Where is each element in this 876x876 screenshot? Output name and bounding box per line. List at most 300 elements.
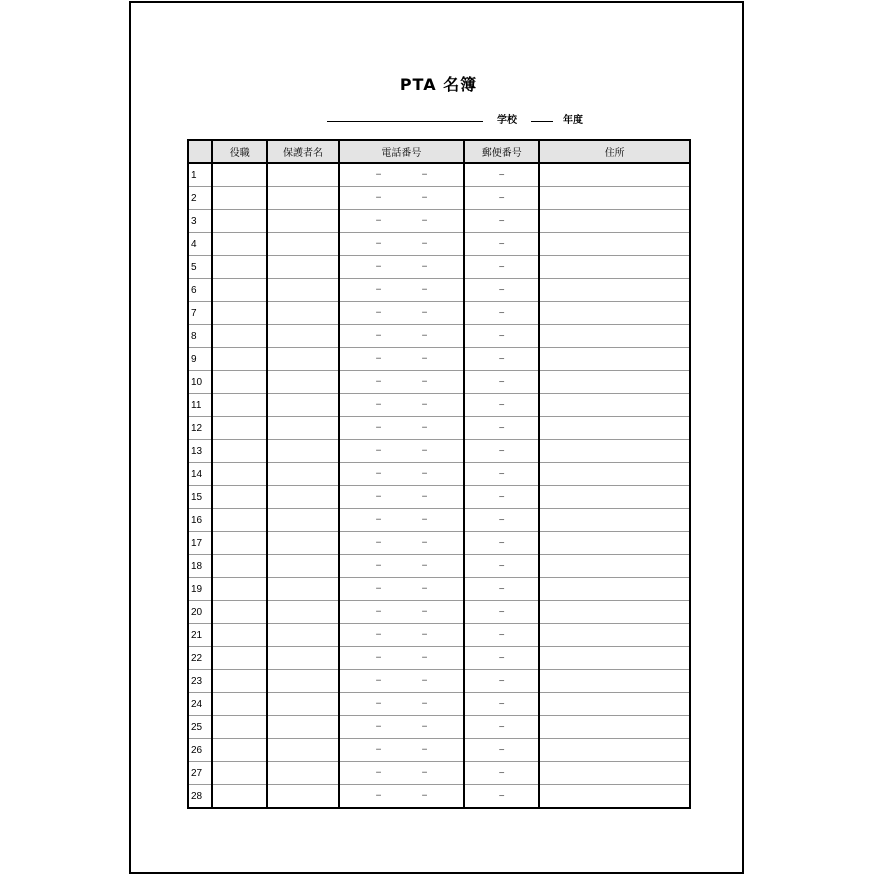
postal-dash: − [498,721,505,733]
guardian-name-cell[interactable] [267,785,338,809]
row-number: 26 [188,739,212,762]
phone-cell[interactable] [339,417,464,440]
header-position: 役職 [212,140,267,163]
guardian-name-cell[interactable] [267,647,338,670]
position-cell[interactable] [212,163,267,187]
postal-code-cell[interactable] [464,256,539,279]
phone-dash: − [375,422,382,434]
phone-cell[interactable] [339,739,464,762]
row-number: 27 [188,762,212,785]
phone-separators [340,739,463,761]
postal-dash: − [498,537,505,549]
table-header-row [188,140,690,163]
postal-code-cell[interactable] [464,555,539,578]
row-number: 16 [188,509,212,532]
phone-dash: − [375,192,382,204]
phone-cell[interactable] [339,325,464,348]
postal-code-cell[interactable] [464,624,539,647]
phone-cell[interactable] [339,371,464,394]
table-row [188,647,690,670]
phone-dash: − [421,307,428,319]
row-number: 6 [188,279,212,302]
school-name-blank[interactable] [327,121,483,122]
position-cell[interactable] [212,210,267,233]
position-cell[interactable] [212,601,267,624]
row-number: 22 [188,647,212,670]
phone-dash: − [421,261,428,273]
position-cell[interactable] [212,348,267,371]
row-number: 20 [188,601,212,624]
phone-dash: − [375,560,382,572]
phone-dash: − [421,629,428,641]
table-row [188,555,690,578]
table-row [188,693,690,716]
table-row [188,417,690,440]
address-cell[interactable] [539,739,690,762]
address-cell[interactable] [539,555,690,578]
address-cell[interactable] [539,256,690,279]
postal-dash: − [498,767,505,779]
phone-cell[interactable] [339,440,464,463]
address-cell[interactable] [539,486,690,509]
postal-dash: − [498,169,505,181]
phone-dash: − [421,192,428,204]
phone-dash: − [375,629,382,641]
guardian-name-cell[interactable] [267,578,338,601]
table-row [188,279,690,302]
phone-separators [340,532,463,554]
guardian-name-cell[interactable] [267,394,338,417]
phone-separators [340,647,463,669]
guardian-name-cell[interactable] [267,463,338,486]
phone-separators [340,670,463,692]
address-cell[interactable] [539,371,690,394]
row-number: 12 [188,417,212,440]
phone-separators [340,555,463,577]
guardian-name-cell[interactable] [267,762,338,785]
phone-dash: − [421,445,428,457]
phone-dash: − [421,652,428,664]
address-cell[interactable] [539,440,690,463]
row-number: 21 [188,624,212,647]
postal-code-cell[interactable] [464,785,539,809]
row-number: 8 [188,325,212,348]
guardian-name-cell[interactable] [267,417,338,440]
table-row [188,532,690,555]
table-row [188,670,690,693]
table-row [188,187,690,210]
row-number: 24 [188,693,212,716]
postal-code-cell[interactable] [464,463,539,486]
postal-code-cell[interactable] [464,670,539,693]
row-number: 23 [188,670,212,693]
phone-dash: − [375,169,382,181]
guardian-name-cell[interactable] [267,371,338,394]
position-cell[interactable] [212,624,267,647]
address-cell[interactable] [539,210,690,233]
postal-dash: − [498,192,505,204]
phone-dash: − [375,399,382,411]
postal-dash: − [498,629,505,641]
row-number: 10 [188,371,212,394]
document-page [129,1,744,874]
table-row [188,509,690,532]
roster-body [188,163,690,808]
row-number: 15 [188,486,212,509]
phone-dash: − [375,491,382,503]
table-row [188,233,690,256]
position-cell[interactable] [212,670,267,693]
position-cell[interactable] [212,716,267,739]
guardian-name-cell[interactable] [267,163,338,187]
phone-separators [340,233,463,255]
position-cell[interactable] [212,394,267,417]
phone-separators [340,624,463,646]
table-row [188,348,690,371]
address-cell[interactable] [539,509,690,532]
guardian-name-cell[interactable] [267,601,338,624]
postal-code-cell[interactable] [464,210,539,233]
phone-separators [340,164,463,186]
phone-dash: − [375,330,382,342]
phone-cell[interactable] [339,463,464,486]
postal-dash: − [498,261,505,273]
address-cell[interactable] [539,187,690,210]
postal-dash: − [498,353,505,365]
position-cell[interactable] [212,417,267,440]
position-cell[interactable] [212,785,267,809]
table-row [188,716,690,739]
row-number: 5 [188,256,212,279]
position-cell[interactable] [212,325,267,348]
position-cell[interactable] [212,578,267,601]
phone-dash: − [375,284,382,296]
postal-code-cell[interactable] [464,348,539,371]
phone-cell[interactable] [339,716,464,739]
header-guardian-name: 保護者名 [267,140,338,163]
table-row [188,256,690,279]
position-cell[interactable] [212,187,267,210]
row-number: 11 [188,394,212,417]
address-cell[interactable] [539,693,690,716]
header-postal-code: 郵便番号 [464,140,539,163]
phone-separators [340,302,463,324]
postal-code-cell[interactable] [464,187,539,210]
guardian-name-cell[interactable] [267,555,338,578]
phone-separators [340,348,463,370]
postal-code-cell[interactable] [464,762,539,785]
postal-dash: − [498,399,505,411]
phone-dash: − [421,698,428,710]
roster-table [187,139,691,809]
position-cell[interactable] [212,532,267,555]
table-row [188,440,690,463]
table-row [188,624,690,647]
phone-dash: − [421,721,428,733]
table-row [188,739,690,762]
table-row [188,325,690,348]
postal-dash: − [498,468,505,480]
postal-code-cell[interactable] [464,647,539,670]
guardian-name-cell[interactable] [267,302,338,325]
guardian-name-cell[interactable] [267,348,338,371]
row-number: 18 [188,555,212,578]
phone-dash: − [421,422,428,434]
phone-separators [340,210,463,232]
postal-dash: − [498,606,505,618]
row-number: 9 [188,348,212,371]
phone-cell[interactable] [339,578,464,601]
year-blank[interactable] [531,121,553,122]
postal-code-cell[interactable] [464,371,539,394]
table-row [188,302,690,325]
address-cell[interactable] [539,163,690,187]
phone-dash: − [375,652,382,664]
phone-cell[interactable] [339,302,464,325]
postal-code-cell[interactable] [464,532,539,555]
address-cell[interactable] [539,279,690,302]
phone-dash: − [421,560,428,572]
phone-dash: − [375,744,382,756]
position-cell[interactable] [212,693,267,716]
phone-separators [340,693,463,715]
guardian-name-cell[interactable] [267,233,338,256]
phone-dash: − [421,606,428,618]
phone-dash: − [375,514,382,526]
phone-dash: − [421,468,428,480]
phone-dash: − [421,238,428,250]
address-cell[interactable] [539,325,690,348]
row-number: 14 [188,463,212,486]
postal-code-cell[interactable] [464,693,539,716]
postal-dash: − [498,675,505,687]
guardian-name-cell[interactable] [267,440,338,463]
guardian-name-cell[interactable] [267,256,338,279]
row-number: 13 [188,440,212,463]
position-cell[interactable] [212,509,267,532]
phone-separators [340,417,463,439]
postal-dash: − [498,445,505,457]
phone-cell[interactable] [339,555,464,578]
guardian-name-cell[interactable] [267,624,338,647]
address-cell[interactable] [539,647,690,670]
guardian-name-cell[interactable] [267,716,338,739]
phone-separators [340,440,463,462]
phone-separators [340,256,463,278]
row-number: 19 [188,578,212,601]
position-cell[interactable] [212,279,267,302]
address-cell[interactable] [539,394,690,417]
phone-separators [340,762,463,784]
phone-dash: − [421,491,428,503]
position-cell[interactable] [212,371,267,394]
phone-dash: − [375,675,382,687]
position-cell[interactable] [212,762,267,785]
postal-dash: − [498,215,505,227]
phone-cell[interactable] [339,762,464,785]
phone-separators [340,578,463,600]
phone-separators [340,187,463,209]
guardian-name-cell[interactable] [267,279,338,302]
postal-code-cell[interactable] [464,163,539,187]
address-cell[interactable] [539,302,690,325]
phone-dash: − [375,537,382,549]
guardian-name-cell[interactable] [267,739,338,762]
phone-dash: − [421,330,428,342]
row-number: 3 [188,210,212,233]
phone-dash: − [375,790,382,802]
address-cell[interactable] [539,532,690,555]
phone-cell[interactable] [339,486,464,509]
postal-code-cell[interactable] [464,325,539,348]
position-cell[interactable] [212,463,267,486]
phone-dash: − [421,583,428,595]
phone-cell[interactable] [339,532,464,555]
guardian-name-cell[interactable] [267,486,338,509]
postal-code-cell[interactable] [464,417,539,440]
phone-cell[interactable] [339,279,464,302]
table-row [188,463,690,486]
position-cell[interactable] [212,302,267,325]
header-number [188,140,212,163]
phone-dash: − [421,215,428,227]
guardian-name-cell[interactable] [267,210,338,233]
phone-dash: − [375,583,382,595]
phone-dash: − [421,514,428,526]
postal-code-cell[interactable] [464,601,539,624]
postal-dash: − [498,560,505,572]
phone-cell[interactable] [339,187,464,210]
phone-dash: − [421,767,428,779]
phone-separators [340,463,463,485]
phone-separators [340,716,463,738]
table-row [188,371,690,394]
phone-dash: − [375,215,382,227]
phone-cell[interactable] [339,394,464,417]
address-cell[interactable] [539,233,690,256]
postal-code-cell[interactable] [464,739,539,762]
school-year-line [131,109,746,129]
address-cell[interactable] [539,624,690,647]
postal-dash: − [498,491,505,503]
phone-separators [340,279,463,301]
guardian-name-cell[interactable] [267,532,338,555]
position-cell[interactable] [212,440,267,463]
phone-cell[interactable] [339,163,464,187]
postal-code-cell[interactable] [464,440,539,463]
address-cell[interactable] [539,670,690,693]
address-cell[interactable] [539,601,690,624]
position-cell[interactable] [212,555,267,578]
address-cell[interactable] [539,463,690,486]
postal-code-cell[interactable] [464,302,539,325]
phone-separators [340,325,463,347]
phone-cell[interactable] [339,348,464,371]
postal-code-cell[interactable] [464,578,539,601]
row-number: 7 [188,302,212,325]
phone-cell[interactable] [339,785,464,809]
row-number: 2 [188,187,212,210]
address-cell[interactable] [539,785,690,809]
phone-cell[interactable] [339,233,464,256]
phone-cell[interactable] [339,509,464,532]
phone-dash: − [421,790,428,802]
phone-cell[interactable] [339,601,464,624]
year-label: 年度 [563,115,583,126]
row-number: 28 [191,790,203,802]
postal-code-cell[interactable] [464,394,539,417]
position-cell[interactable] [212,486,267,509]
row-number: 17 [188,532,212,555]
guardian-name-cell[interactable] [267,670,338,693]
table-row [188,486,690,509]
phone-cell[interactable] [339,647,464,670]
phone-separators [340,394,463,416]
guardian-name-cell[interactable] [267,693,338,716]
postal-dash: − [498,583,505,595]
phone-dash: − [375,698,382,710]
postal-dash: − [498,652,505,664]
school-label: 学校 [497,115,517,126]
phone-dash: − [375,721,382,733]
phone-dash: − [421,376,428,388]
phone-separators [340,509,463,531]
phone-cell[interactable] [339,693,464,716]
phone-dash: − [375,376,382,388]
phone-cell[interactable] [339,210,464,233]
phone-cell[interactable] [339,670,464,693]
postal-code-cell[interactable] [464,486,539,509]
position-cell[interactable] [212,233,267,256]
phone-separators [340,371,463,393]
position-cell[interactable] [212,739,267,762]
row-number: 25 [188,716,212,739]
postal-code-cell[interactable] [464,509,539,532]
address-cell[interactable] [539,762,690,785]
address-cell[interactable] [539,348,690,371]
position-cell[interactable] [212,647,267,670]
postal-code-cell[interactable] [464,716,539,739]
phone-dash: − [421,399,428,411]
position-cell[interactable] [212,256,267,279]
guardian-name-cell[interactable] [267,325,338,348]
postal-dash: − [498,238,505,250]
postal-dash: − [498,514,505,526]
phone-dash: − [375,238,382,250]
postal-code-cell[interactable] [464,279,539,302]
phone-separators [340,486,463,508]
address-cell[interactable] [539,578,690,601]
postal-dash: − [498,790,505,802]
guardian-name-cell[interactable] [267,509,338,532]
table-row [188,762,690,785]
table-row [188,163,690,187]
phone-cell[interactable] [339,256,464,279]
phone-dash: − [375,353,382,365]
phone-separators [340,601,463,623]
phone-dash: − [375,307,382,319]
address-cell[interactable] [539,417,690,440]
phone-cell[interactable] [339,624,464,647]
postal-dash: − [498,744,505,756]
phone-dash: − [375,606,382,618]
address-cell[interactable] [539,716,690,739]
header-phone: 電話番号 [339,140,464,163]
guardian-name-cell[interactable] [267,187,338,210]
postal-code-cell[interactable] [464,233,539,256]
postal-dash: − [498,422,505,434]
table-row [188,210,690,233]
